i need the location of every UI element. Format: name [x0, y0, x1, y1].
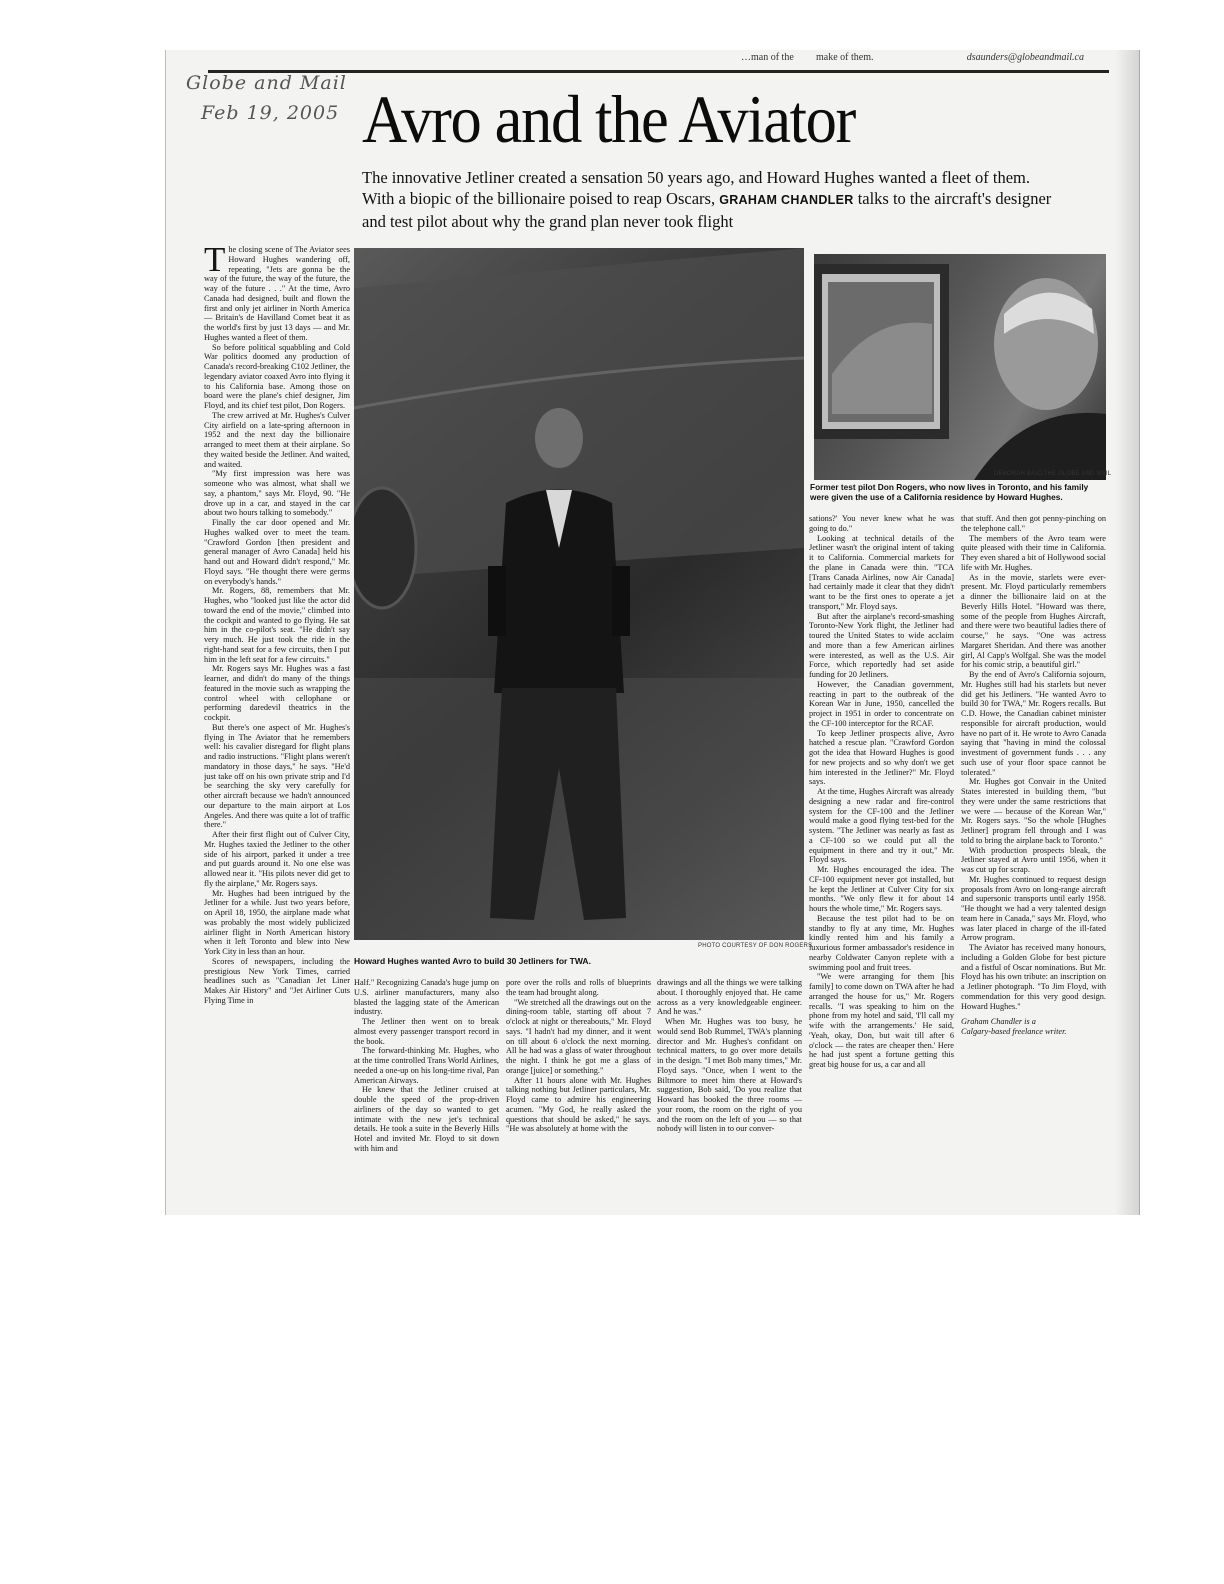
paragraph: With production prospects bleak, the Jetliner stayed at Avro until 1956, when it was cut up for scrap. [961, 845, 1106, 874]
portrait-photo-credit: DEBORAH BAIC/THE GLOBE AND MAIL [994, 471, 1112, 477]
paragraph: But after the airplane's record-smashing Toronto-New York flight, the Jetliner had toured the United States to wide acclaim and more than a few American airlines were interested, as well as the U.S. Air Force, which reportedly had set aside funding for 20 Jetliners. [809, 611, 954, 679]
main-photo-credit: PHOTO COURTESY OF DON ROGERS [698, 943, 813, 949]
article-column-5 [809, 514, 954, 1210]
masthead-fragment-mid: make of them. [816, 52, 874, 63]
portrait-photo [814, 254, 1106, 480]
headline: Avro and the Aviator [362, 81, 856, 157]
deck-text-part1: The innovative Jetliner created a sensation 50 years ago, and Howard Hughes wanted a fleet of them. With a biopic of the billionaire poised to reap Oscars, [362, 168, 1031, 208]
newspaper-clipping [165, 50, 1140, 1215]
paragraph: Mr. Hughes encouraged the idea. The CF-100 equipment never got installed, but he kept the Jetliner at Culver City for six months. "We only flew it for about 14 hours the whole time," Mr. Rogers says. [809, 865, 954, 913]
paragraph: He knew that the Jetliner cruised at double the speed of the prop-driven airliners of the day so wanted to get intimate with the new jet's technical details. He took a suite in the Beverly Hills Hotel and invited Mr. Floyd to sit down with him and [354, 1085, 499, 1153]
paragraph: By the end of Avro's California sojourn, Mr. Hughes still had his starlets but never did get his Jetliners. "He wanted Avro to build 30 for TWA," Mr. Rogers recalls. But C.D. Howe, the Canadian cabinet minister responsible for aircraft production, would have no part of it. He wrote to Avro Canada saying that "having in mind the colossal investment of government funds . . . any such use of your floor space cannot be tolerated." [961, 670, 1106, 777]
paragraph: The crew arrived at Mr. Hughes's Culver City airfield on a late-spring afternoon in 1952 and the next day the billionaire arranged to meet them at their airplane. So they waited beside the Jetliner. And waited, and waited. [204, 410, 350, 469]
paragraph: Mr. Hughes continued to request design proposals from Avro on long-range aircraft and supersonic transports until early 1958. "He thought we had a very talented design team here in Canada," says Mr. Floyd, who was later placed in charge of the ill-fated Arrow program. [961, 874, 1106, 943]
byline: GRAHAM CHANDLER [719, 193, 854, 207]
main-photo [354, 248, 804, 940]
author-email: dsaunders@globeandmail.ca [966, 52, 1084, 63]
paragraph: At the time, Hughes Aircraft was already designing a new radar and fire-control system for the CF-100 and the Jetliner would make a good flying test-bed for the system. "The Jetliner was nearly as fast as a CF-100 so we could put all the equipment in there and try it out," Mr. Floyd says. [809, 787, 954, 865]
article-column-4 [657, 978, 802, 1210]
paragraph: Scores of newspapers, including the prestigious New York Times, carried headlines such as "Canadian Jet Liner Makes Air History" and "Jet Airliner Cuts Flying Time in [204, 956, 350, 1005]
main-photo-illustration [354, 248, 804, 940]
paragraph: that stuff. And then got penny-pinching on the telephone call." [961, 514, 1106, 533]
paragraph: "We stretched all the drawings out on the dining-room table, starting off about 7 o'clock at night or thereabouts," Mr. Floyd says. "I hadn't had my dinner, and it went on till about 6 o'clock the next morning. All he had was a glass of water throughout the night. I think he got me a glass of orange [juice] or something." [506, 997, 651, 1075]
paragraph: "We were arranging for them [his family] to come down on TWA after he had arranged the house for us," Mr. Rogers recalls. "I was speaking to him on the phone from my hotel and said, 'I'll call my wife with the arrangements.' He said, 'Yeah, okay, Don, but wait till after 6 o'clock — the rates are cheaper then.' Here he had just spent a fortune getting this great big house for us, a car and all [809, 972, 954, 1069]
portrait-photo-caption: Former test pilot Don Rogers, who now lives in Toronto, and his family were given the use of a California residence by Howard Hughes. [810, 482, 1089, 502]
paragraph: Looking at technical details of the Jetliner wasn't the original intent of taking it to California. Commercial markets for the plane in Canada were thin. "TCA [Trans Canada Airlines, now Air Canada] had certainly made it clear that they didn't want to be the first ones to operate a jet transport," Mr. Floyd says. [809, 533, 954, 611]
handwritten-publication: Globe and Mail [186, 72, 347, 94]
paragraph: But there's one aspect of Mr. Hughes's flying in The Aviator that he remembers well: his cavalier disregard for flight plans and radio instructions. "Flight plans weren't mandatory in those days," he says. "He'd just take off on his own private strip and I'd be searching the sky very carefully for other aircraft because we hadn't announced our departure to the main airport at Los Angeles. And there was quite a lot of traffic there." [204, 722, 350, 830]
paragraph: Mr. Hughes got Convair in the United States interested in building them, "but they were under the same restrictions that we were — because of the Korean War," Mr. Rogers says. "So the whole [Hughes Jetliner] program fell through and I was told to bring the airplane back to Toronto." [961, 777, 1106, 845]
paragraph: When Mr. Hughes was too busy, he would send Bob Rummel, TWA's planning director and Mr. Hughes's confidant on technical matters, to go over more details in the design. "I met Bob many times," Mr. Floyd says. "Once, when I went to the Biltmore to meet him there at Howard's suggestion, Bob said, 'Do you realize that Howard has booked the three rooms — your room, the room on the right of you and the room on the left of you — so that nobody will listen in to our conver- [657, 1017, 802, 1134]
deck-text-part2: talks to the aircraft's designer and test pilot about why the grand plan never took flight [362, 189, 1052, 231]
paragraph: Half." Recognizing Canada's huge jump on U.S. airliner manufacturers, many also blasted the lagging state of the American industry. [354, 978, 499, 1017]
paragraph: Mr. Hughes had been intrigued by the Jetliner for a while. Just two years before, on April 18, 1950, the airplane made what was probably the most widely publicized airliner flight in North American history when it left Toronto and blew into New York City in less than an hour. [204, 888, 350, 956]
paragraph: he closing scene of The Aviator sees Howard Hughes wandering off, repeating, "Jets are gonna be the way of the future, the way of the future, the way of the future . . ." At the time, Avro Canada had designed, built and flown the first and only jet airliner in North America — Britain's de Havilland Comet beat it as the world's first by just 13 days — and Mr. Hughes wanted a fleet of them. [204, 245, 350, 342]
paragraph: pore over the rolls and rolls of blueprints the team had brought along. [506, 978, 651, 997]
paragraph: Because the test pilot had to be on standby to fly at any time, Mr. Hughes kindly rented him and his family a luxurious former ambassador's residence in nearby Coldwater Canyon replete with a swimming pool and fruit trees. [809, 913, 954, 972]
article-column-1 [204, 245, 350, 1207]
paragraph: After 11 hours alone with Mr. Hughes talking nothing but Jetliner particulars, Mr. Floyd came to admire his engineering acumen. "My God, he really asked the questions that should be asked," he says. "He was absolutely at home with the [506, 1075, 651, 1134]
article-column-3 [506, 978, 651, 1210]
author-bio [961, 1017, 1106, 1037]
handwritten-date: Feb 19, 2005 [201, 102, 340, 124]
paragraph: The Jetliner then went on to break almost every passenger transport record in the book. [354, 1017, 499, 1046]
masthead-fragment-left: …man of the [741, 52, 794, 63]
deck [362, 167, 1062, 232]
portrait-photo-illustration [814, 254, 1106, 480]
paragraph: drawings and all the things we were talking about. I thoroughly enjoyed that. He came across as a very knowledgeable engineer. And he was." [657, 978, 802, 1017]
paragraph: As in the movie, starlets were ever-present. Mr. Floyd particularly remembers a dinner the billionaire laid on at the Beverly Hills Hotel. "Howard was there, some of the people from Hughes Aircraft, and there were two beautiful ladies there of course," he says. "One was actress Margaret Sheridan. And there was another girl, Al Capp's Wolfgal. She was the model for his comic strip, a beautiful girl." [961, 572, 1106, 670]
paragraph: The Aviator has received many honours, including a Golden Globe for best picture and a fistful of Oscar nominations. But Mr. Floyd has his own tribute: an inscription on a Jetliner photograph. "To Jim Floyd, with commendation for this very good design. Howard Hughes." [961, 943, 1106, 1011]
paragraph: The members of the Avro team were quite pleased with their time in California. They even shared a bit of Hollywood social life with Mr. Hughes. [961, 533, 1106, 572]
paragraph: "My first impression was here was someone who was almost, what shall we say, a phantom," says Mr. Floyd, 90. "He drove up in a car, and stayed in the car about two hours talking to somebody." [204, 469, 350, 518]
paragraph: To keep Jetliner prospects alive, Avro hatched a rescue plan. "Crawford Gordon got the idea that Howard Hughes is good for new projects and so why don't we get him interested in the Jetliner?" Mr. Floyd says. [809, 728, 954, 787]
article-column-2 [354, 978, 499, 1210]
author-bio-line1: Graham Chandler is a [961, 1017, 1036, 1027]
paragraph: However, the Canadian government, reacting in part to the outbreak of the Korean War in June, 1950, cancelled the project in 1951 in order to concentrate on the CF-100 interceptor for the RCAF. [809, 679, 954, 728]
paragraph: Mr. Rogers, 88, remembers that Mr. Hughes, who "looked just like the actor did toward the end of the movie," climbed into the cockpit and wanted to go flying. He sat him in the co-pilot's seat. "He didn't say very much. He just took the ride in the right-hand seat for a few circuits, then I put him in the left seat for a few circuits." [204, 586, 350, 664]
paragraph: Mr. Rogers says Mr. Hughes was a fast learner, and didn't do many of the things featured in the movie such as wrapping the control wheel with cellophane or performing daredevil theatrics in the cockpit. [204, 664, 350, 722]
main-photo-caption: Howard Hughes wanted Avro to build 30 Jetliners for TWA. [354, 956, 591, 966]
author-bio-line2: Calgary-based freelance writer. [961, 1027, 1067, 1036]
paragraph: sations?' You never knew what he was going to do." [809, 514, 954, 533]
paragraph: So before political squabbling and Cold War politics doomed any production of Canada's record-breaking C102 Jetliner, the legendary aviator coaxed Avro into flying it to his California base. Among those on board were the plane's chief designer, Jim Floyd, and its chief test pilot, Don Rogers. [204, 342, 350, 410]
paragraph: After their first flight out of Culver City, Mr. Hughes taxied the Jetliner to the other side of his airport, parked it under a tree and put guards around it. No one else was allowed near it. "His pilots never did get to fly the airplane," Mr. Rogers says. [204, 830, 350, 888]
paragraph: Finally the car door opened and Mr. Hughes walked over to meet the team. "Crawford Gordon [then president and general manager of Avro Canada] held his hand out and Howard didn't respond," Mr. Floyd says. "He thought there were germs on everybody's hands." [204, 518, 350, 586]
paragraph: The forward-thinking Mr. Hughes, who at the time controlled Trans World Airlines, needed a one-up on his long-time rival, Pan American Airways. [354, 1046, 499, 1085]
article-column-6 [961, 514, 1106, 1210]
drop-cap: T [204, 245, 226, 279]
